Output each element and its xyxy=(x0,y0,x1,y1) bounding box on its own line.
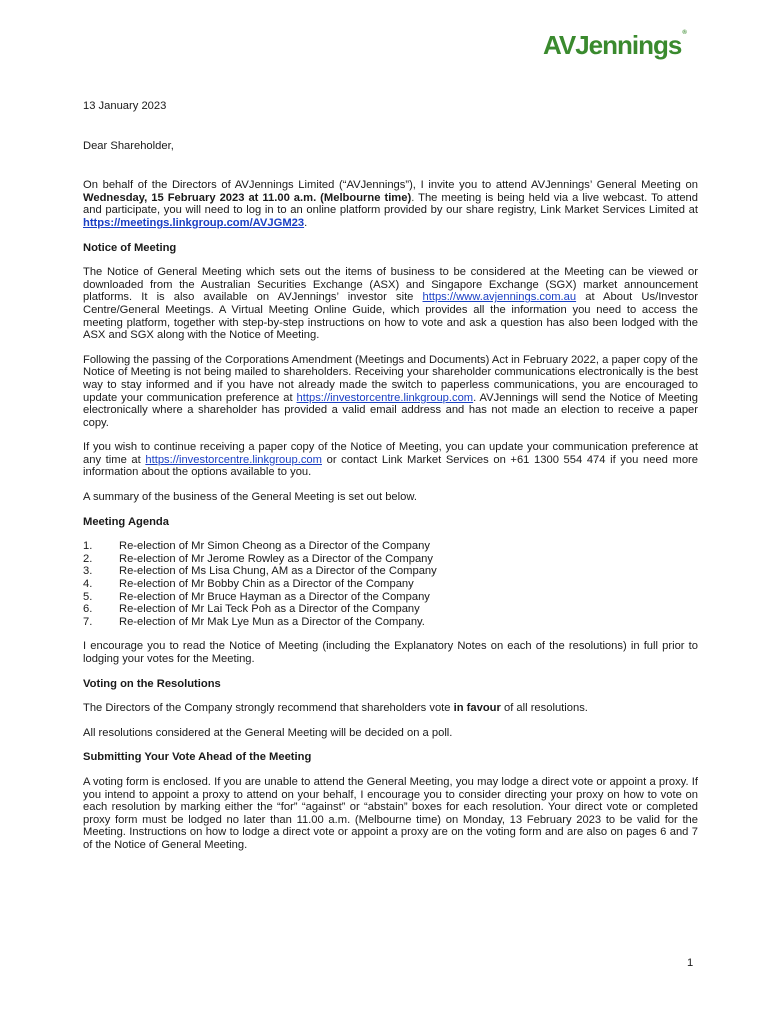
investor-site-link[interactable]: https://www.avjennings.com.au xyxy=(422,291,577,304)
encourage-paragraph: I encourage you to read the Notice of Meeting (including the Explanatory Notes on each of the resolutions) in full prior to lodging your votes for the Meeting. xyxy=(83,640,698,665)
voting-paragraph-2: All resolutions considered at the General Meeting will be decided on a poll. xyxy=(83,726,453,739)
notice-paragraph-1: The Notice of General Meeting which sets out the items of business to be considered at the Meeting can be viewed or downloaded from the Australian Securities Exchange (ASX) and Singapore Exchange (SGX) market announcement platforms. It is also available on AVJennings’ investor site https://www.avjennings.com.au at About Us/Investor Centre/General Meetings. A Virtual Meeting Online Guide, which provides all the information you need to access the meeting platform, together with step-by-step instructions on how to vote and ask a question has also been lodged with the ASX and SGX along with the Notice of Meeting. xyxy=(83,266,698,342)
agenda-item: 4. Re-election of Mr Bobby Chin as a Director of the Company xyxy=(83,578,414,591)
agenda-item: 3. Re-election of Ms Lisa Chung, AM as a Director of the Company xyxy=(83,565,437,578)
letter-date: 13 January 2023 xyxy=(83,100,167,112)
agenda-item: 1. Re-election of Mr Simon Cheong as a Director of the Company xyxy=(83,540,430,553)
agenda-heading: Meeting Agenda xyxy=(83,515,169,528)
agenda-item: 5. Re-election of Mr Bruce Hayman as a Director of the Company xyxy=(83,590,430,603)
salutation: Dear Shareholder, xyxy=(83,139,174,152)
submit-heading: Submitting Your Vote Ahead of the Meeting xyxy=(83,751,312,764)
meeting-link[interactable]: https://meetings.linkgroup.com/AVJGM23 xyxy=(83,216,305,229)
investorcentre-link[interactable]: https://investorcentre.linkgroup.com xyxy=(296,391,474,404)
voting-paragraph-1: The Directors of the Company strongly recommend that shareholders vote in favour of all resolutions. xyxy=(83,702,588,715)
notice-paragraph-3: If you wish to continue receiving a paper copy of the Notice of Meeting, you can update your communication preference at any time at https://investorcentre.linkgroup.com or contact Link Market Services on +61 1300 554 474 if you need more information about the options available to you. xyxy=(83,441,698,479)
summary-paragraph: A summary of the business of the General Meeting is set out below. xyxy=(83,491,417,504)
intro-paragraph: On behalf of the Directors of AVJennings Limited (“AVJennings”), I invite you to attend AVJennings’ General Meeting on Wednesday, 15 February 2023 at 11.00 a.m. (Melbourne time). The meeting is being held via a live webcast. To attend and participate, you will need to log in to an online platform provided by our share registry, Link Market Services Limited at https://meetings.linkgroup.com/AVJGM23. xyxy=(83,179,698,229)
agenda-list xyxy=(83,540,698,628)
notice-heading: Notice of Meeting xyxy=(83,241,177,254)
agenda-item: 6. Re-election of Mr Lai Teck Poh as a Director of the Company xyxy=(83,603,420,616)
agenda-item: 2. Re-election of Mr Jerome Rowley as a Director of the Company xyxy=(83,552,433,565)
page-number: 1 xyxy=(687,957,694,969)
notice-paragraph-2: Following the passing of the Corporations Amendment (Meetings and Documents) Act in February 2022, a paper copy of the Notice of Meeting is not being mailed to shareholders. Receiving your shareholder communications electronically is the best way to stay informed and if you have not already made the switch to paperless communications, you are encouraged to update your communication preference at https://investorcentre.linkgroup.com. AVJennings will send the Notice of Meeting electronically where a shareholder has provided a valid email address and has not made an election to receive a paper copy. xyxy=(83,353,698,429)
letter-body xyxy=(83,100,698,864)
submit-paragraph: A voting form is enclosed. If you are unable to attend the General Meeting, you may lodge a direct vote or appoint a proxy. If you intend to appoint a proxy to attend on your behalf, I encourage you to consider directing your proxy on how to vote on each resolution by marking either the “for” “against” or “abstain” boxes for each resolution. Your direct vote or completed proxy form must be lodged no later than 11.00 a.m. (Melbourne time) on Monday, 13 February 2023 to be valid for the Meeting. Instructions on how to lodge a direct vote or appoint a proxy are on the voting form and are also on pages 6 and 7 of the Notice of General Meeting. xyxy=(83,775,698,851)
voting-heading: Voting on the Resolutions xyxy=(83,677,221,690)
agenda-item: 7. Re-election of Mr Mak Lye Mun as a Director of the Company. xyxy=(83,615,425,628)
avjennings-logo: AVJennings® xyxy=(543,30,687,60)
investorcentre-link[interactable]: https://investorcentre.linkgroup.com xyxy=(145,453,322,466)
